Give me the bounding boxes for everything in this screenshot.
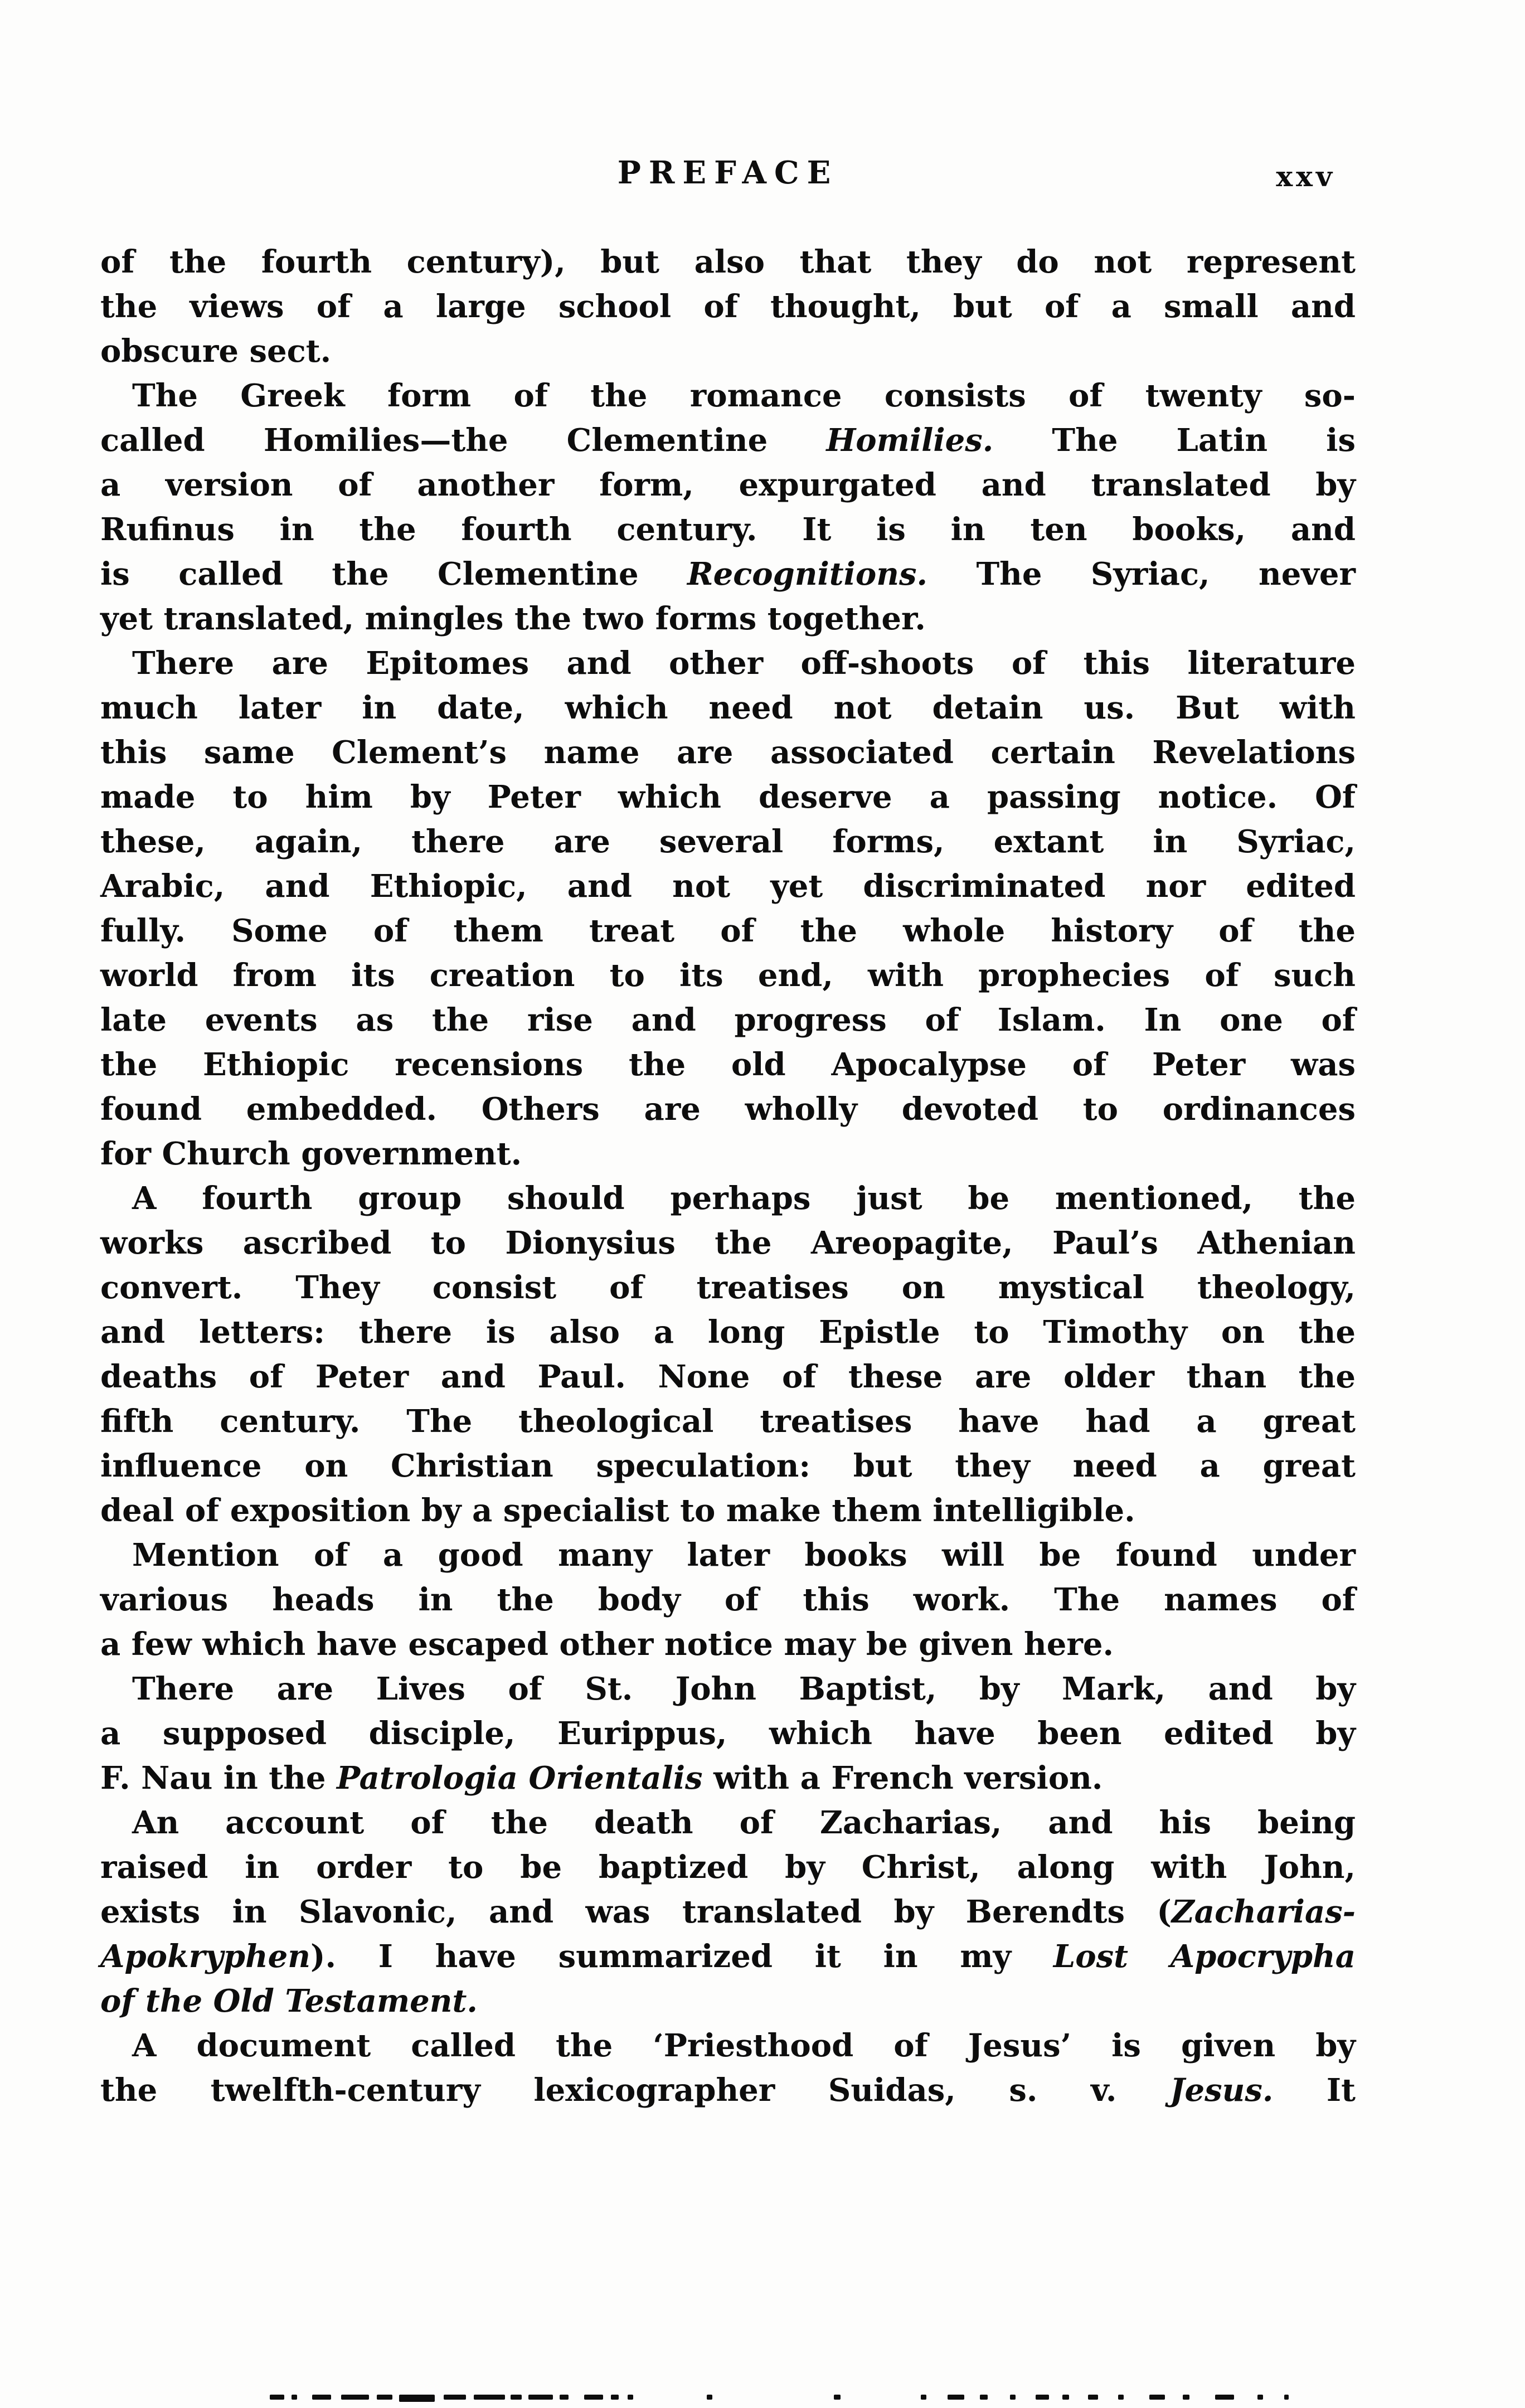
text-segment: obscure sect. [100,333,332,370]
text-segment: found embedded. Others are wholly devoted to ordinances [100,1091,1356,1128]
text-line [100,1979,1356,2023]
text-line [100,1042,1356,1087]
text-segment: raised in order to be baptized by Christ, along with John, [100,1849,1356,1886]
text-segment: Arabic, and Ethiopic, and not yet discriminated nor edited [100,868,1356,905]
text-segment: There are Epitomes and other off-shoots of this literature [132,645,1356,682]
text-segment: works ascribed to Dionysius the Areopagite, Paul’s Athenian [100,1225,1356,1261]
text-line [100,1221,1356,1265]
text-segment: convert. They consist of treatises on mystical theology, [100,1269,1356,1306]
text-segment: The Syriac, never [927,556,1356,593]
scan-artifact [1010,2395,1016,2400]
text-segment: of the fourth century), but also that they do not represent [100,244,1356,280]
body-text [100,240,1356,2113]
text-line [100,1399,1356,1444]
page-title: PREFACE [617,154,839,191]
scan-artifact [1284,2395,1289,2400]
scan-artifact [270,2395,284,2400]
text-segment: There are Lives of St. John Baptist, by Mark, and by [132,1671,1356,1707]
scan-artifact [628,2395,633,2400]
scan-artifact [511,2395,522,2400]
text-segment: called Homilies—the Clementine [100,422,827,459]
text-line [100,1800,1356,1845]
scan-artifact [528,2395,553,2400]
text-line [100,1667,1356,1711]
text-line [100,1934,1356,1979]
text-segment: It [1273,2072,1356,2109]
scan-artifact [834,2395,841,2400]
text-line [100,1265,1356,1310]
text-line [100,329,1356,373]
scan-artifact [474,2395,505,2400]
text-segment: fifth century. The theological treatises have had a great [100,1403,1356,1440]
text-line [100,730,1356,775]
italic-text: Apokryphen [100,1938,311,1975]
text-line [100,864,1356,909]
scan-artifact [584,2395,603,2400]
text-segment: various heads in the body of this work. The names of [100,1581,1356,1618]
text-segment: the Ethiopic recensions the old Apocalypse of Peter was [100,1046,1356,1083]
text-line [100,1132,1356,1176]
italic-text: Homilies. [826,422,994,459]
text-segment: influence on Christian speculation: but they need a great [100,1448,1356,1484]
text-line [100,1310,1356,1355]
text-segment: with a French version. [702,1760,1103,1797]
text-line [100,373,1356,418]
scan-artifact [1118,2395,1124,2400]
text-line [100,463,1356,507]
text-segment: the twelfth-century lexicographer Suidas, s. v. [100,2072,1170,2109]
text-line [100,1890,1356,1934]
text-segment: a few which have escaped other notice may be given here. [100,1626,1114,1663]
italic-text: Recognitions. [687,556,928,593]
scan-artifact [921,2395,926,2400]
text-line [100,1488,1356,1533]
text-segment: the views of a large school of thought, but of a small and [100,288,1356,325]
text-segment: ). I have summarized it in my [310,1938,1053,1975]
text-segment: F. Nau in the [100,1760,337,1797]
text-line [100,819,1356,864]
scan-artifact [707,2395,712,2400]
text-line [100,507,1356,552]
scan-artifact [341,2395,369,2400]
text-line [100,998,1356,1042]
text-line [100,641,1356,686]
text-line [100,1577,1356,1622]
text-line [100,1087,1356,1132]
text-segment: A fourth group should perhaps just be mentioned, the [132,1180,1356,1217]
text-segment: a version of another form, expurgated and translated by [100,467,1356,503]
scan-artifact [1149,2395,1165,2400]
italic-text: Lost Apocrypha [1053,1938,1356,1975]
text-segment: much later in date, which need not detain us. But with [100,690,1356,726]
scan-artifact [377,2395,392,2400]
text-segment: Rufinus in the fourth century. It is in ten books, and [100,511,1356,548]
scan-artifact [560,2395,569,2400]
text-line [100,2023,1356,2068]
text-segment: a supposed disciple, Eurippus, which have been edited by [100,1715,1356,1752]
text-segment: exists in Slavonic, and was translated by Berendts ( [100,1894,1172,1930]
text-segment: deaths of Peter and Paul. None of these are older than the [100,1358,1356,1395]
text-line [100,240,1356,284]
text-segment: An account of the death of Zacharias, and his being [132,1804,1356,1841]
italic-text: Zacharias- [1171,1894,1356,1930]
text-line [100,596,1356,641]
scan-artifact [312,2395,331,2400]
text-line [100,1756,1356,1800]
text-line [100,686,1356,730]
text-segment: fully. Some of them treat of the whole history of the [100,912,1356,949]
scan-artifact [292,2395,297,2400]
text-segment: deal of exposition by a specialist to make them intelligible. [100,1492,1135,1529]
text-line [100,1533,1356,1577]
text-segment: these, again, there are several forms, extant in Syriac, [100,823,1356,860]
text-line [100,775,1356,819]
scan-artifact [948,2395,964,2400]
scan-artifact [1183,2395,1189,2400]
text-line [100,1444,1356,1488]
italic-text: Jesus. [1169,2072,1274,2109]
text-line [100,418,1356,463]
text-segment: A document called the ‘Priesthood of Jesus’ is given by [132,2027,1356,2064]
text-segment: The Greek form of the romance consists of twenty so- [132,377,1356,414]
text-segment: Mention of a good many later books will be found under [132,1537,1356,1574]
scan-artifact [444,2395,466,2400]
text-line [100,909,1356,953]
scan-artifact [1257,2395,1263,2400]
italic-text: of the Old Testament. [100,1983,478,2019]
scan-artifact [1062,2395,1069,2400]
scan-artifact [611,2395,619,2400]
text-segment: for Church government. [100,1135,522,1172]
text-segment: made to him by Peter which deserve a passing notice. Of [100,779,1356,815]
text-line [100,2068,1356,2113]
text-segment: and letters: there is also a long Epistle to Timothy on the [100,1314,1356,1351]
text-segment: is called the Clementine [100,556,688,593]
text-line [100,284,1356,329]
italic-text: Patrologia Orientalis [337,1760,703,1797]
text-segment: yet translated, mingles the two forms together. [100,600,926,637]
scan-artifact [980,2395,988,2400]
scan-artifact [1215,2395,1234,2400]
scan-artifact [399,2395,435,2402]
text-line [100,1355,1356,1399]
page-number: xxv [1276,160,1335,193]
text-line [100,1176,1356,1221]
text-line [100,953,1356,998]
text-line [100,1845,1356,1890]
text-line [100,1622,1356,1667]
scan-artifact [1036,2395,1049,2400]
text-segment: this same Clement’s name are associated certain Revelations [100,734,1356,771]
scan-artifact [1088,2395,1098,2400]
text-line [100,552,1356,596]
text-segment: world from its creation to its end, with prophecies of such [100,957,1356,994]
text-segment: The Latin is [993,422,1356,459]
text-line [100,1711,1356,1756]
text-segment: late events as the rise and progress of Islam. In one of [100,1002,1356,1038]
